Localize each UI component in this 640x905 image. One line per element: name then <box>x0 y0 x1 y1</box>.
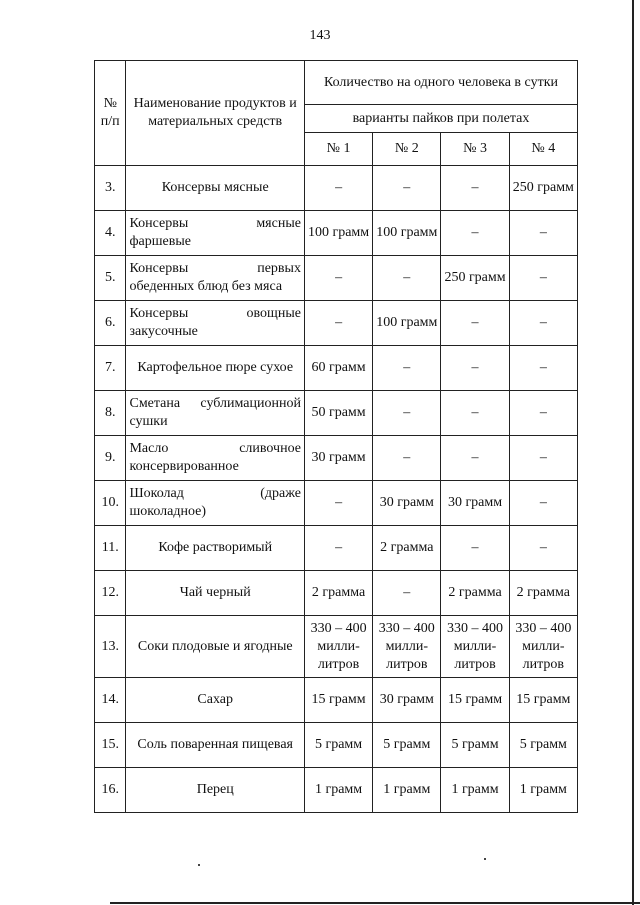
table-row <box>95 211 578 256</box>
table-row <box>95 571 578 616</box>
quantity-variant-2: 1 грамм <box>373 768 441 813</box>
table-row <box>95 526 578 571</box>
scan-edge-bottom <box>110 902 640 904</box>
quantity-variant-1: 15 грамм <box>304 678 372 723</box>
quantity-variant-4: – <box>509 481 577 526</box>
quantity-variant-3: – <box>441 526 509 571</box>
product-name: Соль поваренная пищевая <box>126 723 304 768</box>
quantity-variant-2: 30 грамм <box>373 678 441 723</box>
quantity-variant-4: 5 грамм <box>509 723 577 768</box>
table-row <box>95 723 578 768</box>
scan-speck <box>484 858 486 860</box>
product-name: Масло сливочное консервированное <box>126 436 304 481</box>
table-header <box>95 61 578 166</box>
quantity-variant-1: 1 грамм <box>304 768 372 813</box>
product-name: Картофельное пюре сухое <box>126 346 304 391</box>
quantity-variant-4: 15 грамм <box>509 678 577 723</box>
table-row <box>95 256 578 301</box>
header-variant-2: № 2 <box>373 133 441 166</box>
row-number: 3. <box>95 166 126 211</box>
table-row <box>95 436 578 481</box>
quantity-variant-1: 60 грамм <box>304 346 372 391</box>
quantity-variant-4: 250 грамм <box>509 166 577 211</box>
table-row <box>95 391 578 436</box>
product-name: Кофе растворимый <box>126 526 304 571</box>
quantity-variant-3: – <box>441 391 509 436</box>
quantity-variant-1: 50 грамм <box>304 391 372 436</box>
quantity-variant-1: 330 – 400 милли-литров <box>304 616 372 678</box>
product-name: Перец <box>126 768 304 813</box>
quantity-variant-2: – <box>373 391 441 436</box>
quantity-variant-3: 30 грамм <box>441 481 509 526</box>
quantity-variant-3: – <box>441 346 509 391</box>
product-name: Консервы мясные <box>126 166 304 211</box>
quantity-variant-4: – <box>509 526 577 571</box>
header-quantity: Количество на одного человека в сутки <box>304 61 577 105</box>
row-number: 4. <box>95 211 126 256</box>
quantity-variant-1: – <box>304 256 372 301</box>
quantity-variant-4: – <box>509 346 577 391</box>
quantity-variant-2: 100 грамм <box>373 211 441 256</box>
product-name: Консервы овощные закусочные <box>126 301 304 346</box>
scan-speck <box>198 864 200 866</box>
header-num: № п/п <box>95 61 126 166</box>
quantity-variant-4: 330 – 400 милли-литров <box>509 616 577 678</box>
quantity-variant-2: – <box>373 256 441 301</box>
quantity-variant-4: – <box>509 436 577 481</box>
quantity-variant-1: 5 грамм <box>304 723 372 768</box>
quantity-variant-4: – <box>509 391 577 436</box>
header-name: Наименование продуктов и материальных средств <box>126 61 304 166</box>
quantity-variant-1: – <box>304 526 372 571</box>
row-number: 9. <box>95 436 126 481</box>
product-name: Консервы первых обеденных блюд без мяса <box>126 256 304 301</box>
quantity-variant-3: 1 грамм <box>441 768 509 813</box>
table-row <box>95 166 578 211</box>
quantity-variant-4: 1 грамм <box>509 768 577 813</box>
table-row <box>95 301 578 346</box>
quantity-variant-2: 30 грамм <box>373 481 441 526</box>
ration-table <box>94 60 578 813</box>
quantity-variant-3: 2 грамма <box>441 571 509 616</box>
row-number: 11. <box>95 526 126 571</box>
quantity-variant-2: – <box>373 436 441 481</box>
product-name: Чай черный <box>126 571 304 616</box>
quantity-variant-3: 5 грамм <box>441 723 509 768</box>
product-name: Сахар <box>126 678 304 723</box>
quantity-variant-3: 15 грамм <box>441 678 509 723</box>
quantity-variant-3: 330 – 400 милли-литров <box>441 616 509 678</box>
scan-edge-right <box>632 0 634 905</box>
quantity-variant-1: 100 грамм <box>304 211 372 256</box>
quantity-variant-2: 5 грамм <box>373 723 441 768</box>
table-row <box>95 616 578 678</box>
quantity-variant-1: – <box>304 301 372 346</box>
quantity-variant-3: – <box>441 166 509 211</box>
quantity-variant-2: 100 грамм <box>373 301 441 346</box>
table-row <box>95 678 578 723</box>
quantity-variant-2: – <box>373 166 441 211</box>
quantity-variant-1: – <box>304 166 372 211</box>
row-number: 5. <box>95 256 126 301</box>
product-name: Консервы мясные фаршевые <box>126 211 304 256</box>
quantity-variant-2: – <box>373 571 441 616</box>
quantity-variant-4: – <box>509 211 577 256</box>
row-number: 15. <box>95 723 126 768</box>
row-number: 12. <box>95 571 126 616</box>
page-number: 143 <box>309 28 331 43</box>
quantity-variant-1: – <box>304 481 372 526</box>
quantity-variant-3: – <box>441 211 509 256</box>
header-variants: варианты пайков при полетах <box>304 105 577 133</box>
row-number: 8. <box>95 391 126 436</box>
row-number: 13. <box>95 616 126 678</box>
quantity-variant-4: 2 грамма <box>509 571 577 616</box>
quantity-variant-2: 330 – 400 милли-литров <box>373 616 441 678</box>
table-row <box>95 346 578 391</box>
header-variant-4: № 4 <box>509 133 577 166</box>
quantity-variant-4: – <box>509 256 577 301</box>
quantity-variant-4: – <box>509 301 577 346</box>
row-number: 10. <box>95 481 126 526</box>
quantity-variant-3: – <box>441 301 509 346</box>
quantity-variant-2: – <box>373 346 441 391</box>
quantity-variant-2: 2 грамма <box>373 526 441 571</box>
header-variant-3: № 3 <box>441 133 509 166</box>
table-body <box>95 166 578 813</box>
table-row <box>95 481 578 526</box>
quantity-variant-1: 2 грамма <box>304 571 372 616</box>
quantity-variant-1: 30 грамм <box>304 436 372 481</box>
row-number: 16. <box>95 768 126 813</box>
table-row <box>95 768 578 813</box>
product-name: Шоколад (драже шоколадное) <box>126 481 304 526</box>
row-number: 6. <box>95 301 126 346</box>
product-name: Сметана сублимационной сушки <box>126 391 304 436</box>
quantity-variant-3: – <box>441 436 509 481</box>
product-name: Соки плодовые и ягодные <box>126 616 304 678</box>
row-number: 14. <box>95 678 126 723</box>
header-variant-1: № 1 <box>304 133 372 166</box>
quantity-variant-3: 250 грамм <box>441 256 509 301</box>
row-number: 7. <box>95 346 126 391</box>
